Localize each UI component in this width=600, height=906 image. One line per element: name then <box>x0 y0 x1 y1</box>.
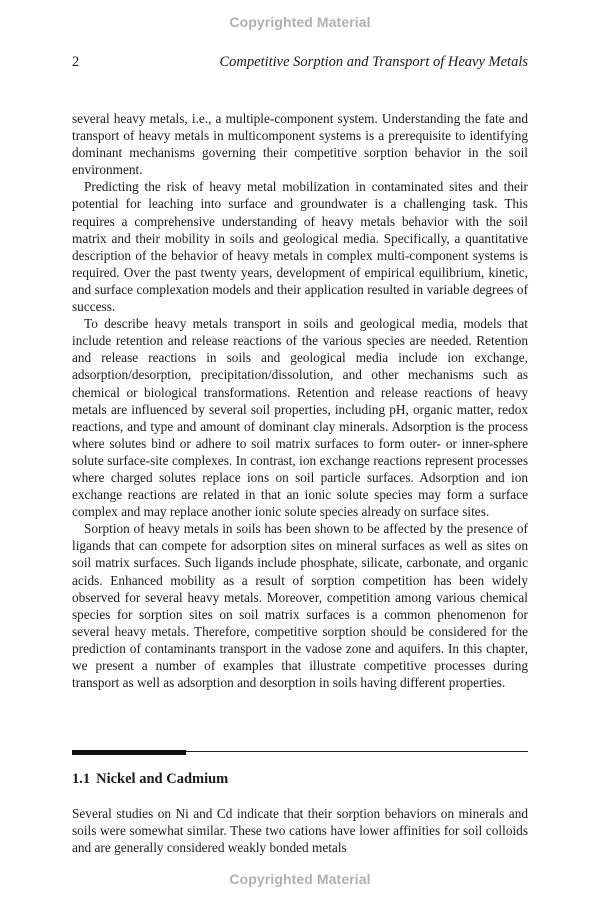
paragraph-4: Sorption of heavy metals in soils has been shown to be affected by the presence of ligands that can compete for adsorption sites on mineral surfaces as well as sites on soil matrix surfaces. Such ligands include phosphate, silicate, carbonate, and organic acids. Enhanced mobility as a result of sorption competition has been widely observed for several heavy metals. Moreover, competition among various chemical species for sorption sites on soil matrix surfaces is a common phenomenon for several heavy metals. Therefore, competitive sorption should be considered for the prediction of contaminants transport in the vadose zone and aquifers. In this chapter, we present a number of examples that illustrate competitive processes during transport as well as adsorption and desorption in soils having different properties. <box>72 521 528 691</box>
copyright-watermark-bottom: Copyrighted Material <box>229 871 371 887</box>
section-heading <box>72 771 528 788</box>
paragraph-2: Predicting the risk of heavy metal mobilization in contaminated sites and their potential for leaching into surface and groundwater is a challenging task. This requires a comprehensive understanding of heavy metals behavior with the soil matrix and their mobility in soils and geological media. Specifically, a quantitative description of the behavior of heavy metals in complex multi-component systems is required. Over the past twenty years, development of empirical equilibrium, kinetic, and surface complexation models and their application resulted in variable degrees of success. <box>72 179 528 315</box>
section-divider-accent <box>72 750 186 755</box>
section-paragraph: Several studies on Ni and Cd indicate that their sorption behaviors on minerals and soils were somewhat similar. These two cations have lower affinities for soil colloids and are generally considered weakly bonded metals <box>72 806 528 856</box>
running-header <box>72 54 528 74</box>
section-title: Nickel and Cadmium <box>96 771 229 787</box>
paragraph-1: several heavy metals, i.e., a multiple-component system. Understanding the fate and transport of heavy metals in multicomponent systems is a prerequisite to identifying dominant mechanisms governing their competitive sorption behavior in the soil environment. <box>72 111 528 178</box>
paragraph-3: To describe heavy metals transport in soils and geological media, models that include retention and release reactions of the various species are needed. Retention and release reactions in soils and geological media include ion exchange, adsorption/desorption, precipitation/dissolution, and other mechanisms such as chemical or biological transformations. Retention and release reactions of heavy metals are influenced by several soil properties, including pH, organic matter, redox reactions, and type and amount of dominant clay minerals. Adsorption is the process where solutes bind or adhere to soil matrix surfaces to form outer- or inner-sphere solute surface-site complexes. In contrast, ion exchange reactions represent processes where charged solutes replace ions on soil particle surfaces. Adsorption and ion exchange reactions are related in that an ionic solute species may form a surface complex and may replace another ionic solute species already on surface sites. <box>72 316 528 520</box>
running-title: Competitive Sorption and Transport of Heavy Metals <box>219 54 528 70</box>
copyright-watermark-top: Copyrighted Material <box>229 14 371 30</box>
section-number: 1.1 <box>72 771 91 787</box>
body-text <box>72 110 528 691</box>
page-number: 2 <box>72 54 80 70</box>
